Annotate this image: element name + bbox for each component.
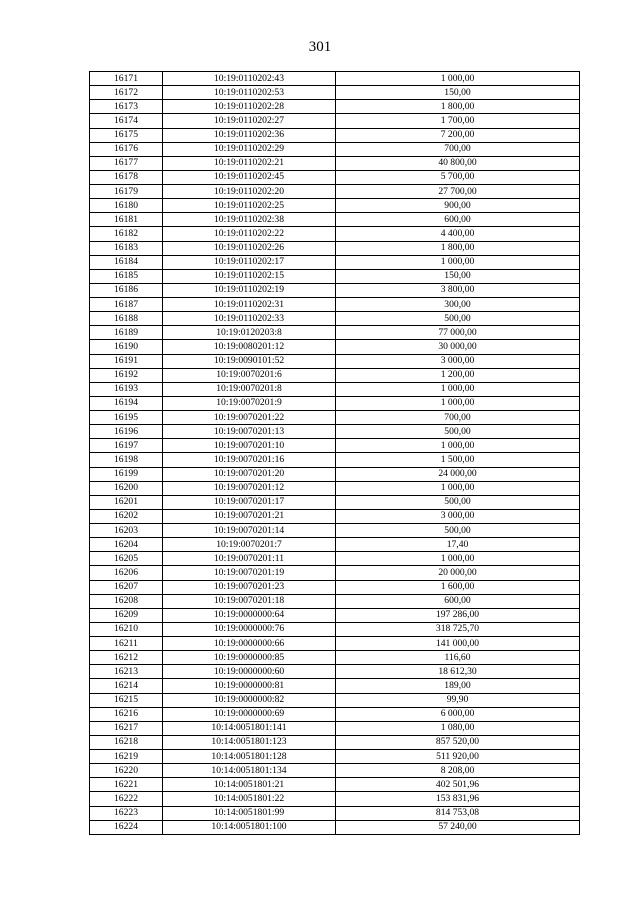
value-cell: 500,00 [336,524,580,538]
table-row [90,552,580,566]
row-number-cell: 16214 [90,679,163,693]
cadastral-number-cell: 10:19:0070201:22 [163,411,336,425]
row-number-cell: 16224 [90,820,163,834]
cadastral-number-cell: 10:19:0070201:17 [163,495,336,509]
table-row [90,100,580,114]
cadastral-number-cell: 10:19:0070201:8 [163,382,336,396]
value-cell: 1 800,00 [336,100,580,114]
table-row [90,792,580,806]
value-cell: 3 000,00 [336,354,580,368]
row-number-cell: 16177 [90,156,163,170]
row-number-cell: 16188 [90,312,163,326]
cadastral-number-cell: 10:19:0110202:31 [163,298,336,312]
table-row [90,439,580,453]
table-row [90,340,580,354]
row-number-cell: 16209 [90,608,163,622]
row-number-cell: 16211 [90,637,163,651]
value-cell: 1 000,00 [336,255,580,269]
value-cell: 18 612,30 [336,665,580,679]
table-row [90,199,580,213]
value-cell: 814 753,08 [336,806,580,820]
value-cell: 511 920,00 [336,750,580,764]
table-row [90,608,580,622]
row-number-cell: 16185 [90,269,163,283]
cadastral-number-cell: 10:19:0110202:45 [163,170,336,184]
cadastral-number-cell: 10:14:0051801:100 [163,820,336,834]
table-row [90,396,580,410]
value-cell: 500,00 [336,495,580,509]
cadastral-number-cell: 10:19:0110202:20 [163,185,336,199]
value-cell: 116,60 [336,651,580,665]
row-number-cell: 16196 [90,425,163,439]
cadastral-number-cell: 10:19:0110202:25 [163,199,336,213]
value-cell: 150,00 [336,86,580,100]
table-row [90,721,580,735]
value-cell: 1 000,00 [336,396,580,410]
value-cell: 189,00 [336,679,580,693]
table-row [90,227,580,241]
row-number-cell: 16208 [90,594,163,608]
table-row [90,255,580,269]
table-row [90,241,580,255]
value-cell: 24 000,00 [336,467,580,481]
cadastral-number-cell: 10:19:0110202:33 [163,312,336,326]
table-row [90,651,580,665]
value-cell: 4 400,00 [336,227,580,241]
table-row [90,622,580,636]
table-row [90,213,580,227]
cadastral-number-cell: 10:19:0110202:19 [163,283,336,297]
cadastral-number-cell: 10:19:0070201:18 [163,594,336,608]
cadastral-number-cell: 10:19:0110202:38 [163,213,336,227]
table-row [90,707,580,721]
cadastral-number-cell: 10:19:0070201:7 [163,538,336,552]
cadastral-number-cell: 10:19:0000000:69 [163,707,336,721]
cadastral-number-cell: 10:14:0051801:123 [163,735,336,749]
cadastral-number-cell: 10:19:0000000:76 [163,622,336,636]
value-cell: 27 700,00 [336,185,580,199]
value-cell: 900,00 [336,199,580,213]
cadastral-number-cell: 10:19:0110202:17 [163,255,336,269]
cadastral-number-cell: 10:19:0070201:10 [163,439,336,453]
row-number-cell: 16191 [90,354,163,368]
value-cell: 3 000,00 [336,509,580,523]
row-number-cell: 16221 [90,778,163,792]
value-cell: 141 000,00 [336,637,580,651]
value-cell: 1 000,00 [336,439,580,453]
value-cell: 500,00 [336,312,580,326]
value-cell: 7 200,00 [336,128,580,142]
cadastral-number-cell: 10:19:0080201:12 [163,340,336,354]
cadastral-number-cell: 10:19:0090101:52 [163,354,336,368]
row-number-cell: 16178 [90,170,163,184]
value-cell: 1 000,00 [336,72,580,86]
cadastral-number-cell: 10:19:0070201:14 [163,524,336,538]
cadastral-value-table [89,71,580,835]
row-number-cell: 16182 [90,227,163,241]
row-number-cell: 16172 [90,86,163,100]
cadastral-number-cell: 10:19:0110202:53 [163,86,336,100]
row-number-cell: 16175 [90,128,163,142]
cadastral-number-cell: 10:19:0000000:60 [163,665,336,679]
value-cell: 30 000,00 [336,340,580,354]
page-number: 301 [308,39,332,55]
row-number-cell: 16210 [90,622,163,636]
value-cell: 1 200,00 [336,368,580,382]
table-row [90,156,580,170]
row-number-cell: 16195 [90,411,163,425]
row-number-cell: 16215 [90,693,163,707]
value-cell: 150,00 [336,269,580,283]
row-number-cell: 16201 [90,495,163,509]
value-cell: 1 000,00 [336,382,580,396]
row-number-cell: 16200 [90,481,163,495]
table-row [90,298,580,312]
value-cell: 402 501,96 [336,778,580,792]
table-row [90,580,580,594]
value-cell: 700,00 [336,411,580,425]
table-row [90,326,580,340]
cadastral-number-cell: 10:19:0070201:20 [163,467,336,481]
value-cell: 600,00 [336,213,580,227]
cadastral-number-cell: 10:19:0110202:27 [163,114,336,128]
cadastral-number-cell: 10:19:0070201:6 [163,368,336,382]
cadastral-number-cell: 10:19:0110202:36 [163,128,336,142]
table-row [90,693,580,707]
cadastral-number-cell: 10:19:0110202:43 [163,72,336,86]
cadastral-number-cell: 10:19:0000000:66 [163,637,336,651]
cadastral-number-cell: 10:19:0070201:11 [163,552,336,566]
cadastral-number-cell: 10:19:0110202:15 [163,269,336,283]
cadastral-number-cell: 10:14:0051801:128 [163,750,336,764]
table-row [90,382,580,396]
cadastral-number-cell: 10:19:0110202:21 [163,156,336,170]
table-row [90,820,580,834]
cadastral-number-cell: 10:19:0110202:29 [163,142,336,156]
table-row [90,778,580,792]
table-row [90,566,580,580]
value-cell: 40 800,00 [336,156,580,170]
table-row [90,368,580,382]
value-cell: 153 831,96 [336,792,580,806]
table-row [90,269,580,283]
row-number-cell: 16197 [90,439,163,453]
row-number-cell: 16206 [90,566,163,580]
table-body [90,72,580,835]
table-row [90,806,580,820]
table-row [90,354,580,368]
cadastral-number-cell: 10:19:0070201:16 [163,453,336,467]
table-row [90,679,580,693]
table-row [90,185,580,199]
cadastral-number-cell: 10:14:0051801:134 [163,764,336,778]
row-number-cell: 16179 [90,185,163,199]
table-row [90,170,580,184]
table-row [90,283,580,297]
row-number-cell: 16176 [90,142,163,156]
cadastral-number-cell: 10:19:0070201:21 [163,509,336,523]
value-cell: 500,00 [336,425,580,439]
cadastral-number-cell: 10:14:0051801:21 [163,778,336,792]
table-row [90,425,580,439]
value-cell: 1 800,00 [336,241,580,255]
cadastral-number-cell: 10:19:0000000:81 [163,679,336,693]
table-row [90,411,580,425]
table-row [90,735,580,749]
row-number-cell: 16171 [90,72,163,86]
row-number-cell: 16217 [90,721,163,735]
cadastral-number-cell: 10:19:0070201:23 [163,580,336,594]
row-number-cell: 16203 [90,524,163,538]
value-cell: 857 520,00 [336,735,580,749]
table-row [90,114,580,128]
table-row [90,509,580,523]
cadastral-number-cell: 10:14:0051801:22 [163,792,336,806]
table-row [90,312,580,326]
row-number-cell: 16193 [90,382,163,396]
row-number-cell: 16205 [90,552,163,566]
table-row [90,594,580,608]
row-number-cell: 16223 [90,806,163,820]
table-row [90,481,580,495]
row-number-cell: 16194 [90,396,163,410]
table-row [90,538,580,552]
row-number-cell: 16184 [90,255,163,269]
value-cell: 197 286,00 [336,608,580,622]
table-row [90,750,580,764]
value-cell: 300,00 [336,298,580,312]
table-row [90,128,580,142]
cadastral-number-cell: 10:19:0110202:22 [163,227,336,241]
value-cell: 17,40 [336,538,580,552]
row-number-cell: 16199 [90,467,163,481]
row-number-cell: 16192 [90,368,163,382]
row-number-cell: 16173 [90,100,163,114]
value-cell: 700,00 [336,142,580,156]
row-number-cell: 16186 [90,283,163,297]
table-row [90,495,580,509]
table-row [90,764,580,778]
value-cell: 600,00 [336,594,580,608]
value-cell: 77 000,00 [336,326,580,340]
row-number-cell: 16180 [90,199,163,213]
value-cell: 1 500,00 [336,453,580,467]
cadastral-number-cell: 10:14:0051801:99 [163,806,336,820]
value-cell: 1 600,00 [336,580,580,594]
table-row [90,637,580,651]
row-number-cell: 16187 [90,298,163,312]
cadastral-number-cell: 10:19:0070201:13 [163,425,336,439]
cadastral-number-cell: 10:19:0000000:64 [163,608,336,622]
cadastral-number-cell: 10:19:0070201:9 [163,396,336,410]
row-number-cell: 16190 [90,340,163,354]
table-row [90,86,580,100]
cadastral-number-cell: 10:19:0110202:26 [163,241,336,255]
table-row [90,453,580,467]
value-cell: 8 208,00 [336,764,580,778]
value-cell: 1 700,00 [336,114,580,128]
cadastral-number-cell: 10:19:0070201:12 [163,481,336,495]
cadastral-number-cell: 10:19:0110202:28 [163,100,336,114]
value-cell: 1 000,00 [336,481,580,495]
row-number-cell: 16198 [90,453,163,467]
table-row [90,142,580,156]
value-cell: 1 000,00 [336,552,580,566]
cadastral-number-cell: 10:19:0120203:8 [163,326,336,340]
row-number-cell: 16213 [90,665,163,679]
row-number-cell: 16189 [90,326,163,340]
value-cell: 318 725,70 [336,622,580,636]
value-cell: 5 700,00 [336,170,580,184]
value-cell: 6 000,00 [336,707,580,721]
value-cell: 3 800,00 [336,283,580,297]
value-cell: 1 080,00 [336,721,580,735]
table-row [90,72,580,86]
row-number-cell: 16183 [90,241,163,255]
row-number-cell: 16207 [90,580,163,594]
row-number-cell: 16219 [90,750,163,764]
table-row [90,665,580,679]
cadastral-number-cell: 10:19:0070201:19 [163,566,336,580]
row-number-cell: 16212 [90,651,163,665]
row-number-cell: 16218 [90,735,163,749]
row-number-cell: 16202 [90,509,163,523]
value-cell: 57 240,00 [336,820,580,834]
value-cell: 20 000,00 [336,566,580,580]
row-number-cell: 16181 [90,213,163,227]
row-number-cell: 16222 [90,792,163,806]
row-number-cell: 16216 [90,707,163,721]
cadastral-number-cell: 10:19:0000000:82 [163,693,336,707]
table-row [90,524,580,538]
value-cell: 99,90 [336,693,580,707]
cadastral-number-cell: 10:19:0000000:85 [163,651,336,665]
row-number-cell: 16204 [90,538,163,552]
row-number-cell: 16220 [90,764,163,778]
cadastral-number-cell: 10:14:0051801:141 [163,721,336,735]
row-number-cell: 16174 [90,114,163,128]
table-row [90,467,580,481]
